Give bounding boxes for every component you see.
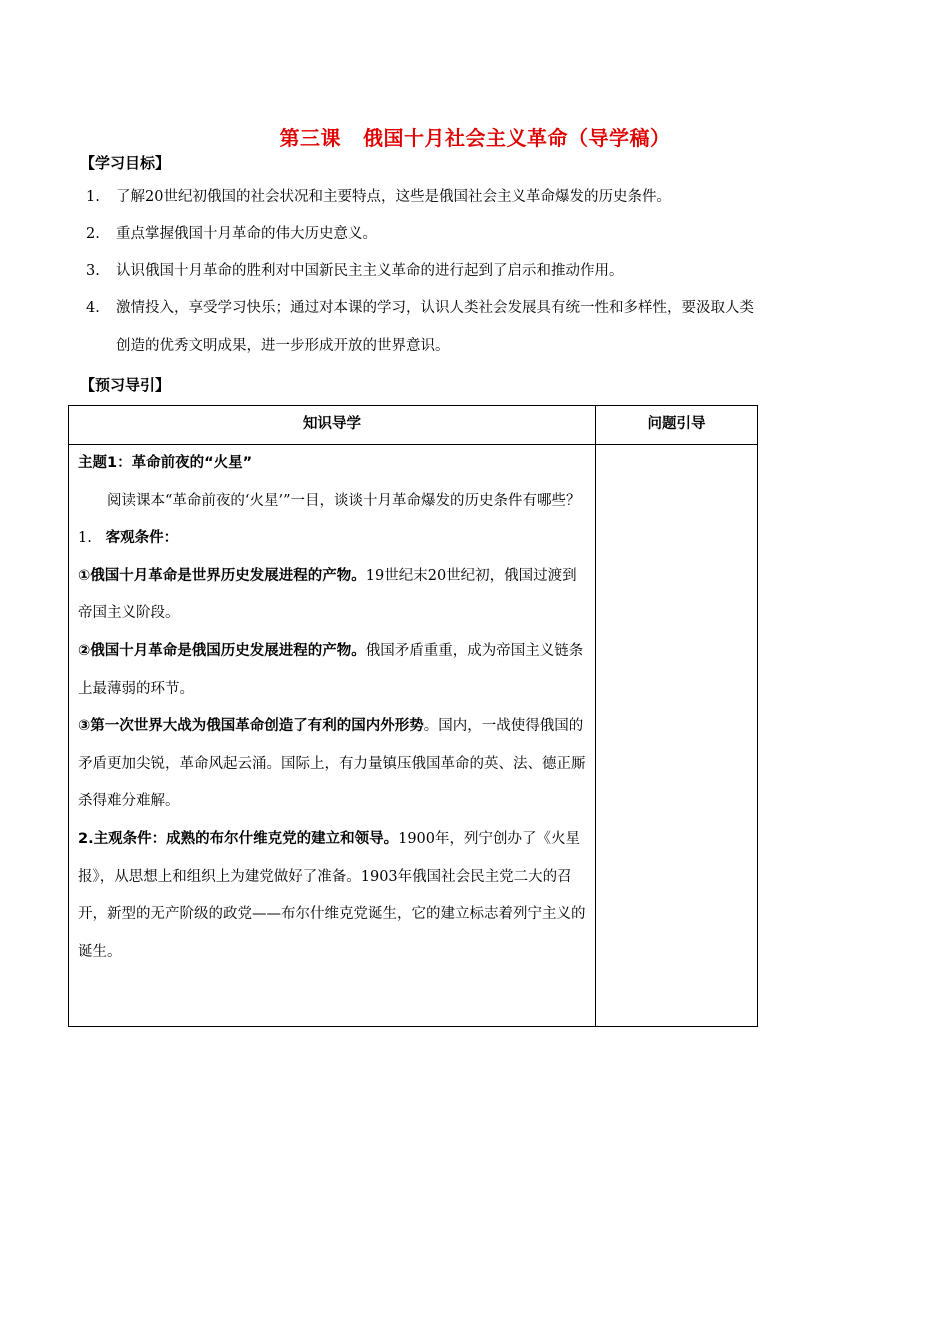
- lesson-number: 第三课: [279, 126, 341, 150]
- list-item: [86, 297, 876, 357]
- point-2-text: 俄国矛盾重重，成为帝国主义链条上最薄弱的环节。: [78, 642, 584, 697]
- point-1-heading: ①俄国十月革命是世界历史发展进程的产物。: [78, 567, 366, 584]
- guide-table: [68, 405, 758, 1027]
- point-1: [78, 558, 588, 633]
- point-3-text: 。国内，一战使得俄国的矛盾更加尖锐，革命风起云涌。国际上，有力量镇压俄国革命的英、法、德正厮杀得难分难解。: [78, 718, 586, 810]
- item-number: 1.: [86, 189, 100, 205]
- item-text: 认识俄国十月革命的胜利对中国新民主主义革命的进行起到了启示和推动作用。: [116, 263, 624, 279]
- preview-heading: 【预习导引】: [80, 376, 171, 394]
- list-item: [86, 186, 876, 208]
- objectives-heading: 【学习目标】: [80, 154, 171, 172]
- subjective-heading: 2.主观条件：成熟的布尔什维克党的建立和领导。: [78, 830, 399, 847]
- point-3: [78, 708, 588, 821]
- subjective-text: 1900年，列宁创办了《火星报》，从思想上和组织上为建党做好了准备。1903年俄国社会民主党二大的召开，新型的无产阶级的政党——布尔什维克党诞生，它的建立标志着列宁主义的诞生。: [78, 830, 586, 960]
- objectives-list: [86, 186, 876, 372]
- item-number: 2.: [86, 226, 100, 242]
- point-1-text: 19世纪末20世纪初，俄国过渡到帝国主义阶段。: [78, 567, 577, 622]
- item-text-continued: 创造的优秀文明成果，进一步形成开放的世界意识。: [116, 338, 450, 354]
- objective-conditions-label: 1. 客观条件：: [78, 530, 179, 547]
- lesson-title: 俄国十月社会主义革命（导学稿）: [363, 126, 671, 150]
- point-3-heading: ③第一次世界大战为俄国革命创造了有利的国内外形势: [78, 718, 424, 735]
- column-header-questions: 问题引导: [647, 416, 706, 432]
- page-title: [0, 122, 950, 151]
- intro-text: 阅读课本“革命前夜的‘火星’”一目，谈谈十月革命爆发的历史条件有哪些？: [107, 492, 581, 509]
- column-divider: [595, 406, 596, 1026]
- item-number: 4.: [86, 300, 100, 316]
- column-header-knowledge: 知识导学: [303, 416, 361, 432]
- objective-number: 1.: [78, 530, 92, 547]
- point-2-heading: ②俄国十月革命是俄国历史发展进程的产物。: [78, 642, 366, 659]
- knowledge-cell: [78, 445, 588, 971]
- list-item: [86, 223, 876, 245]
- point-2: [78, 633, 588, 708]
- item-text: 激情投入，享受学习快乐；通过对本课的学习，认识人类社会发展具有统一性和多样性，要汲取人类: [116, 300, 754, 316]
- topic-heading: 主题1：革命前夜的“火星”: [78, 455, 253, 471]
- list-item: [86, 260, 876, 282]
- item-text: 重点掌握俄国十月革命的伟大历史意义。: [116, 226, 377, 242]
- item-text: 了解20世纪初俄国的社会状况和主要特点，这些是俄国社会主义革命爆发的历史条件。: [116, 189, 671, 205]
- subjective-conditions: [78, 821, 588, 971]
- item-number: 3.: [86, 263, 100, 279]
